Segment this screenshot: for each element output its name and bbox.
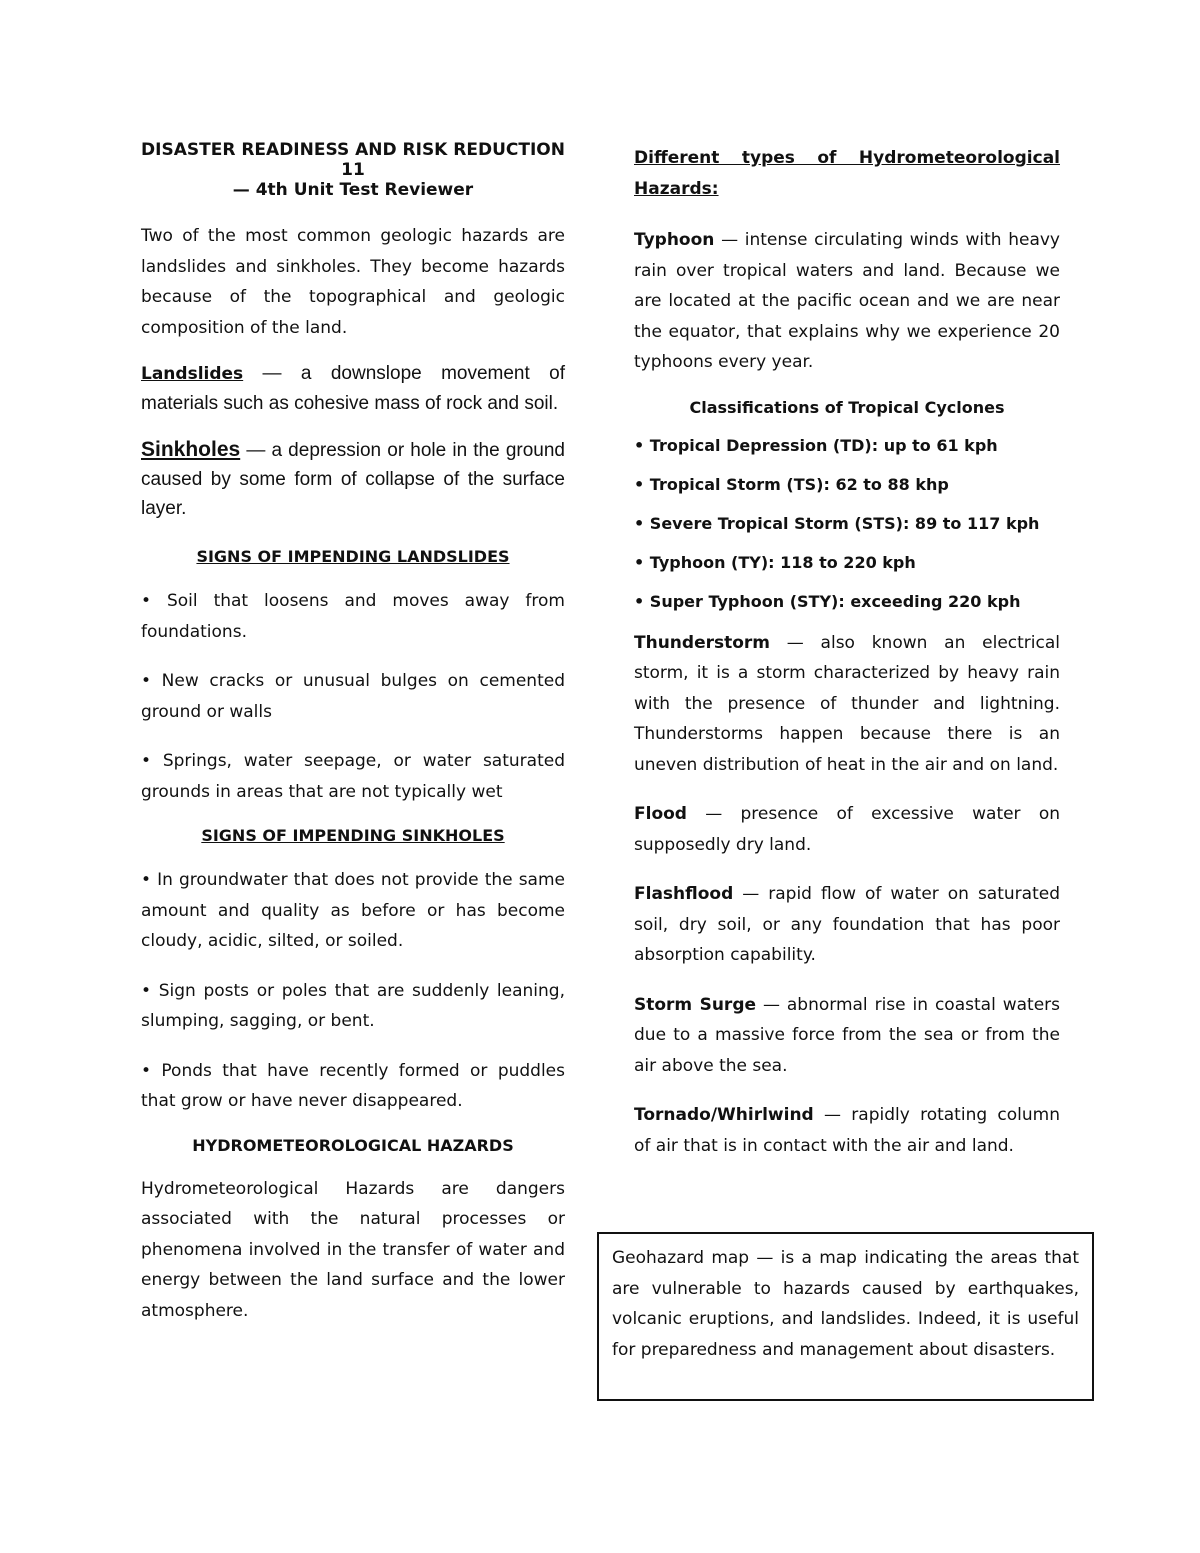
title-line-2: — 4th Unit Test Reviewer [232,180,474,200]
typhoon-def: — intense circulating winds with heavy rain over tropical waters and land. Because we are located at the pacific ocean and we are near the equator, that explains why we experience 20 typhoons every year. [634,230,1060,372]
list-item: • In groundwater that does not provide the same amount and quality as before or has become cloudy, acidic, silted, or soiled. [141,870,565,951]
right-column [634,143,1060,1161]
list-item: • Ponds that have recently formed or puddles that grow or have never disappeared. [141,1060,565,1111]
list-item: • Springs, water seepage, or water saturated grounds in areas that are not typically wet [141,751,565,802]
list-item: • Soil that loosens and moves away from foundations. [141,591,565,642]
landslides-def: — a downslope movement of materials such as cohesive mass of rock and soil. [141,363,565,414]
flashflood-def: — rapid flow of water on saturated soil, dry soil, or any foundation that has poor absorption capability. [634,884,1060,965]
list-item: • Typhoon (TY): 118 to 220 kph [634,552,916,572]
stormsurge-term: Storm Surge [634,994,757,1015]
title-line-1: DISASTER READINESS AND RISK REDUCTION 11 [141,140,565,180]
signs-landslides-heading: SIGNS OF IMPENDING LANDSLIDES [196,547,510,566]
list-item: • Tropical Depression (TD): up to 61 kph [634,435,998,455]
tornado-def: — rapidly rotating column of air that is in contact with the air and land. [634,1105,1060,1156]
signs-sinkholes-list [141,865,565,1117]
sinkholes-term: Sinkholes [141,438,241,461]
intro-paragraph: Two of the most common geologic hazards are landslides and sinkholes. They become hazards because of the topographical and geologic composition of the land. [141,226,565,338]
landslides-term: Landslides [141,364,244,384]
landslides-definition [141,359,565,418]
left-column [141,140,565,1326]
list-item: • Super Typhoon (STY): exceeding 220 kph [634,591,1021,611]
stormsurge-def: — abnormal rise in coastal waters due to a massive force from the sea or from the air above the sea. [634,994,1061,1076]
flashflood-definition [634,879,1060,971]
types-heading: Different types of Hydrometeorological Hazards: [634,148,1060,199]
geohazard-box [597,1232,1094,1401]
classifications-heading: Classifications of Tropical Cyclones [689,397,1005,417]
flood-term: Flood [634,804,687,824]
flood-def: — presence of excessive water on supposedly dry land. [634,804,1060,855]
list-item: • New cracks or unusual bulges on cemented ground or walls [141,671,565,722]
tornado-definition [634,1100,1060,1161]
typhoon-term: Typhoon [634,230,715,250]
hydro-definition: Hydrometeorological Hazards are dangers associated with the natural processes or phenomena involved in the transfer of water and energy between the land surface and the lower atmosphere. [141,1178,565,1321]
sinkholes-def: — a depression or hole in the ground caused by some form of collapse of the surface layer. [141,440,565,519]
tornado-term: Tornado/Whirlwind [634,1105,814,1125]
stormsurge-definition [634,990,1060,1082]
classifications-list [634,436,1060,612]
list-item: • Tropical Storm (TS): 62 to 88 khp [634,474,949,494]
hydro-heading: HYDROMETEOROLOGICAL HAZARDS [192,1135,514,1155]
flood-definition [634,799,1060,860]
sinkholes-definition [141,435,565,523]
document-title [141,140,565,200]
signs-landslides-list [141,586,565,807]
list-item: • Severe Tropical Storm (STS): 89 to 117 kph [634,513,1040,533]
thunderstorm-definition [634,628,1060,781]
thunderstorm-def: — also known an electrical storm, it is a storm characterized by heavy rain with the presence of thunder and lightning. Thunderstorms happen because there is an uneven distribution of heat in the air and on land. [634,632,1060,775]
geohazard-text: Geohazard map — is a map indicating the areas that are vulnerable to hazards caused by earthquakes, volcanic eruptions, and landslides. Indeed, it is useful for preparedness and management about disasters. [612,1248,1079,1360]
signs-sinkholes-heading: SIGNS OF IMPENDING SINKHOLES [201,826,505,845]
typhoon-definition [634,225,1060,378]
thunderstorm-term: Thunderstorm [634,632,771,653]
list-item: • Sign posts or poles that are suddenly leaning, slumping, sagging, or bent. [141,980,565,1031]
flashflood-term: Flashflood [634,884,734,904]
